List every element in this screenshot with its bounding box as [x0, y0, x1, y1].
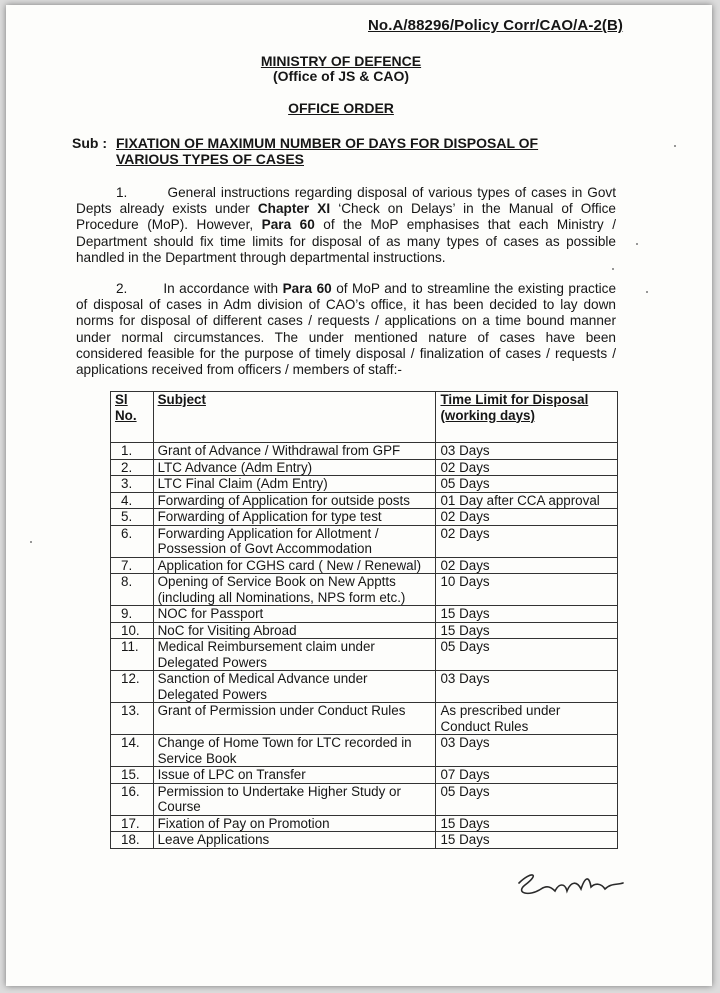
row-sl-no: 13. [111, 703, 154, 735]
table-row [111, 622, 618, 639]
paragraph-1 [76, 185, 616, 266]
header-subject: Subject [153, 392, 436, 443]
order-title: OFFICE ORDER [288, 100, 394, 116]
header-time-limit: Time Limit for Disposal (working days) [436, 392, 618, 443]
row-subject: Sanction of Medical Advance under Delegated Powers [153, 671, 436, 703]
row-sl-no: 4. [111, 492, 154, 509]
paragraph-2-text-a: In accordance with [163, 281, 279, 296]
row-time-limit: 02 Days [436, 459, 618, 476]
scan-speck [674, 145, 676, 147]
row-subject: Issue of LPC on Transfer [153, 767, 436, 784]
row-sl-no: 6. [111, 525, 154, 557]
row-time-limit: 15 Days [436, 606, 618, 623]
table-row [111, 443, 618, 460]
row-subject: Forwarding of Application for outside posts [153, 492, 436, 509]
row-sl-no: 16. [111, 783, 154, 815]
subject-text: FIXATION OF MAXIMUM NUMBER OF DAYS FOR DISPOSAL OF VARIOUS TYPES OF CASES [116, 135, 539, 167]
paragraph-2 [76, 281, 616, 378]
table-row [111, 459, 618, 476]
row-time-limit: 05 Days [436, 783, 618, 815]
paragraph-1-text-c: of the MoP emphasises that each Ministry / Department should fix time limits for disposal of as many types of cases as possible handled in the Department through departmental instructions. [76, 217, 617, 265]
row-time-limit: 15 Days [436, 622, 618, 639]
row-subject: Fixation of Pay on Promotion [153, 815, 436, 832]
paragraph-1-number: 1. [116, 185, 128, 200]
table-row [111, 606, 618, 623]
table-row [111, 509, 618, 526]
table-row [111, 639, 618, 671]
row-sl-no: 1. [111, 443, 154, 460]
row-time-limit: As prescribed under Conduct Rules [436, 703, 618, 735]
row-sl-no: 9. [111, 606, 154, 623]
row-subject: Application for CGHS card ( New / Renewal) [153, 557, 436, 574]
header-sl-no: Sl No. [111, 392, 154, 443]
ministry-heading: MINISTRY OF DEFENCE [260, 53, 422, 69]
subject-label: Sub : [72, 135, 107, 151]
row-subject: Medical Reimbursement claim under Delegated Powers [153, 639, 436, 671]
reference-number: No.A/88296/Policy Corr/CAO/A-2(B) [368, 17, 624, 34]
row-sl-no: 12. [111, 671, 154, 703]
scan-speck [30, 541, 32, 543]
table-row [111, 671, 618, 703]
paragraph-1-bold-a: Chapter XI [257, 201, 331, 217]
row-subject: Grant of Advance / Withdrawal from GPF [153, 443, 436, 460]
scan-speck [636, 243, 638, 245]
row-sl-no: 2. [111, 459, 154, 476]
table-row [111, 832, 618, 849]
row-time-limit: 05 Days [436, 476, 618, 493]
paragraph-2-number: 2. [116, 281, 128, 296]
paragraph-1-text-b: ‘Check on Delays’ in the Manual of Office Procedure (MoP). However, [76, 201, 616, 233]
paragraph-1-bold-b: Para 60 [261, 217, 315, 233]
row-time-limit: 07 Days [436, 767, 618, 784]
row-time-limit: 02 Days [436, 525, 618, 557]
table-row [111, 735, 618, 767]
row-time-limit: 05 Days [436, 639, 618, 671]
row-subject: Permission to Undertake Higher Study or Course [153, 783, 436, 815]
row-time-limit: 02 Days [436, 509, 618, 526]
signature-icon [511, 865, 641, 905]
cases-table [110, 391, 618, 849]
row-sl-no: 14. [111, 735, 154, 767]
scan-speck [646, 291, 648, 293]
row-subject: NOC for Passport [153, 606, 436, 623]
row-time-limit: 01 Day after CCA approval [436, 492, 618, 509]
scan-speck [612, 268, 614, 270]
row-time-limit: 03 Days [436, 671, 618, 703]
row-time-limit: 03 Days [436, 443, 618, 460]
row-subject: Grant of Permission under Conduct Rules [153, 703, 436, 735]
table-row [111, 783, 618, 815]
row-time-limit: 02 Days [436, 557, 618, 574]
table-row [111, 767, 618, 784]
row-subject: Opening of Service Book on New Apptts (including all Nominations, NPS form etc.) [153, 574, 436, 606]
table-row [111, 574, 618, 606]
row-time-limit: 10 Days [436, 574, 618, 606]
row-time-limit: 03 Days [436, 735, 618, 767]
row-sl-no: 15. [111, 767, 154, 784]
row-subject: Leave Applications [153, 832, 436, 849]
row-time-limit: 15 Days [436, 832, 618, 849]
row-subject: LTC Final Claim (Adm Entry) [153, 476, 436, 493]
row-subject: NoC for Visiting Abroad [153, 622, 436, 639]
paragraph-1-text-a: General instructions regarding disposal of various types of cases in Govt Depts already exists under [76, 185, 616, 217]
row-subject: Change of Home Town for LTC recorded in Service Book [153, 735, 436, 767]
paragraph-2-bold-a: Para 60 [282, 281, 332, 296]
document-page [6, 5, 712, 986]
row-time-limit: 15 Days [436, 815, 618, 832]
row-subject: LTC Advance (Adm Entry) [153, 459, 436, 476]
row-sl-no: 18. [111, 832, 154, 849]
row-subject: Forwarding Application for Allotment / Possession of Govt Accommodation [153, 525, 436, 557]
paragraph-2-text-b: of MoP and to streamline the existing practice of disposal of cases in Adm division of CAO’s office, it has been decided to lay down norms for disposal of different cases / requests / applications on a time bound manner under normal circumstances. The under mentioned nature of cases have been considered feasible for the purpose of timely disposal / finalization of cases / requests / applications received from officers / members of staff:- [76, 281, 617, 378]
row-sl-no: 11. [111, 639, 154, 671]
table-row [111, 492, 618, 509]
row-sl-no: 5. [111, 509, 154, 526]
table-row [111, 525, 618, 557]
table-row [111, 815, 618, 832]
row-sl-no: 17. [111, 815, 154, 832]
office-heading: (Office of JS & CAO) [272, 68, 410, 84]
table-row [111, 557, 618, 574]
table-row [111, 476, 618, 493]
row-sl-no: 10. [111, 622, 154, 639]
table-body [111, 443, 618, 849]
row-sl-no: 3. [111, 476, 154, 493]
table-row [111, 703, 618, 735]
row-subject: Forwarding of Application for type test [153, 509, 436, 526]
row-sl-no: 7. [111, 557, 154, 574]
table-header-row [111, 392, 618, 443]
row-sl-no: 8. [111, 574, 154, 606]
